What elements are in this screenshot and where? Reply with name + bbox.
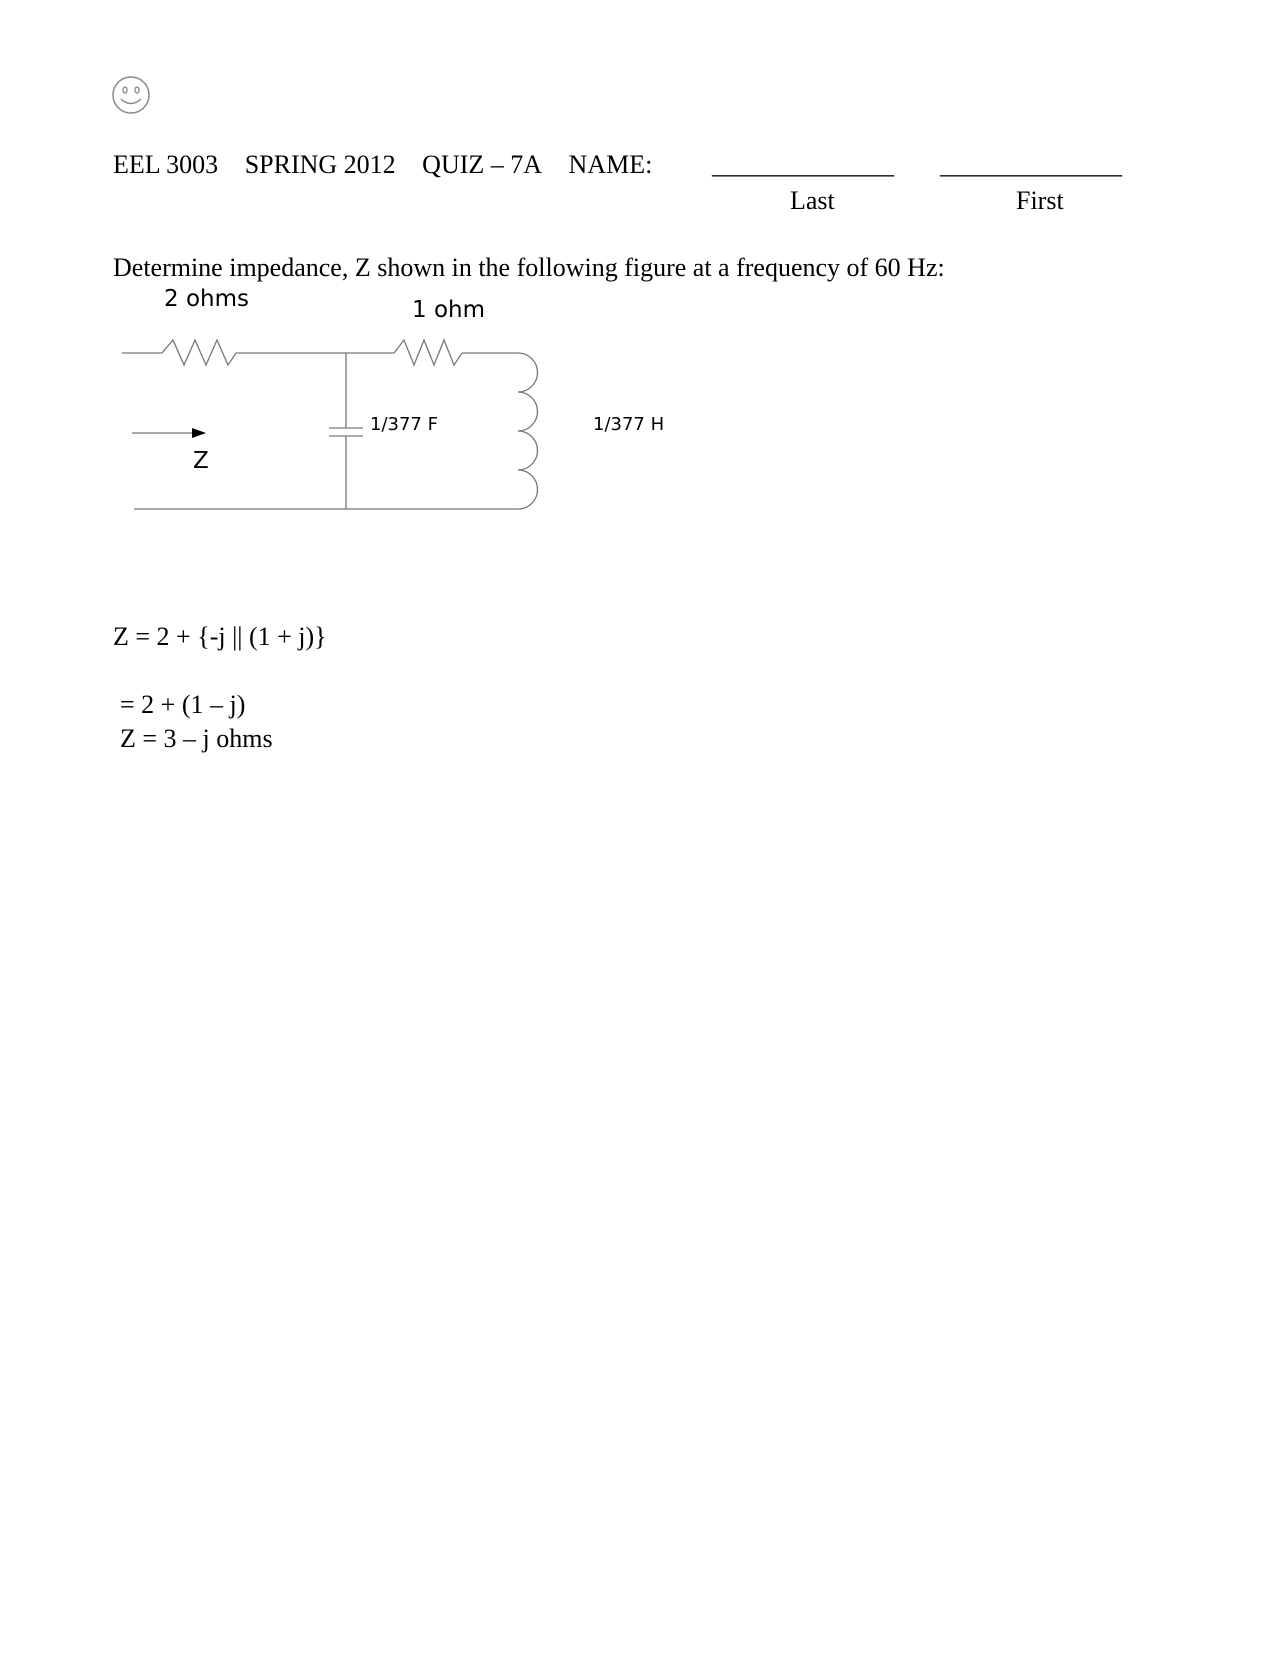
first-name-label: First (1016, 186, 1064, 215)
term: SPRING 2012 (244, 150, 396, 179)
resistor-1-ohm (394, 340, 462, 365)
capacitor-label: 1/377 F (370, 414, 438, 435)
question-text: Determine impedance, Z shown in the following figure at a frequency of 60 Hz: (113, 253, 945, 282)
resistor-1-label: 2 ohms (164, 286, 249, 312)
arrow-head (192, 428, 206, 438)
solution-line-3: Z = 3 – j ohms (120, 724, 273, 753)
last-name-blank[interactable]: ______________ (712, 150, 894, 179)
first-name-blank[interactable]: ______________ (940, 150, 1122, 179)
resistor-2-ohm (162, 340, 236, 365)
circuit-diagram (110, 285, 690, 525)
smiley-face-icon (111, 75, 151, 115)
solution-line-2: = 2 + (1 – j) (120, 690, 246, 719)
course-code: EEL 3003 (113, 150, 219, 179)
name-label: NAME: (568, 150, 653, 179)
inductor-coil (518, 353, 538, 509)
last-name-label: Last (790, 186, 835, 215)
impedance-z-label: Z (193, 448, 209, 474)
resistor-2-label: 1 ohm (412, 297, 485, 323)
quiz-header (113, 150, 652, 180)
quiz-title: QUIZ – 7A (422, 150, 543, 179)
inductor-label: 1/377 H (593, 414, 665, 435)
solution-line-1: Z = 2 + {-j || (1 + j)} (113, 622, 327, 651)
